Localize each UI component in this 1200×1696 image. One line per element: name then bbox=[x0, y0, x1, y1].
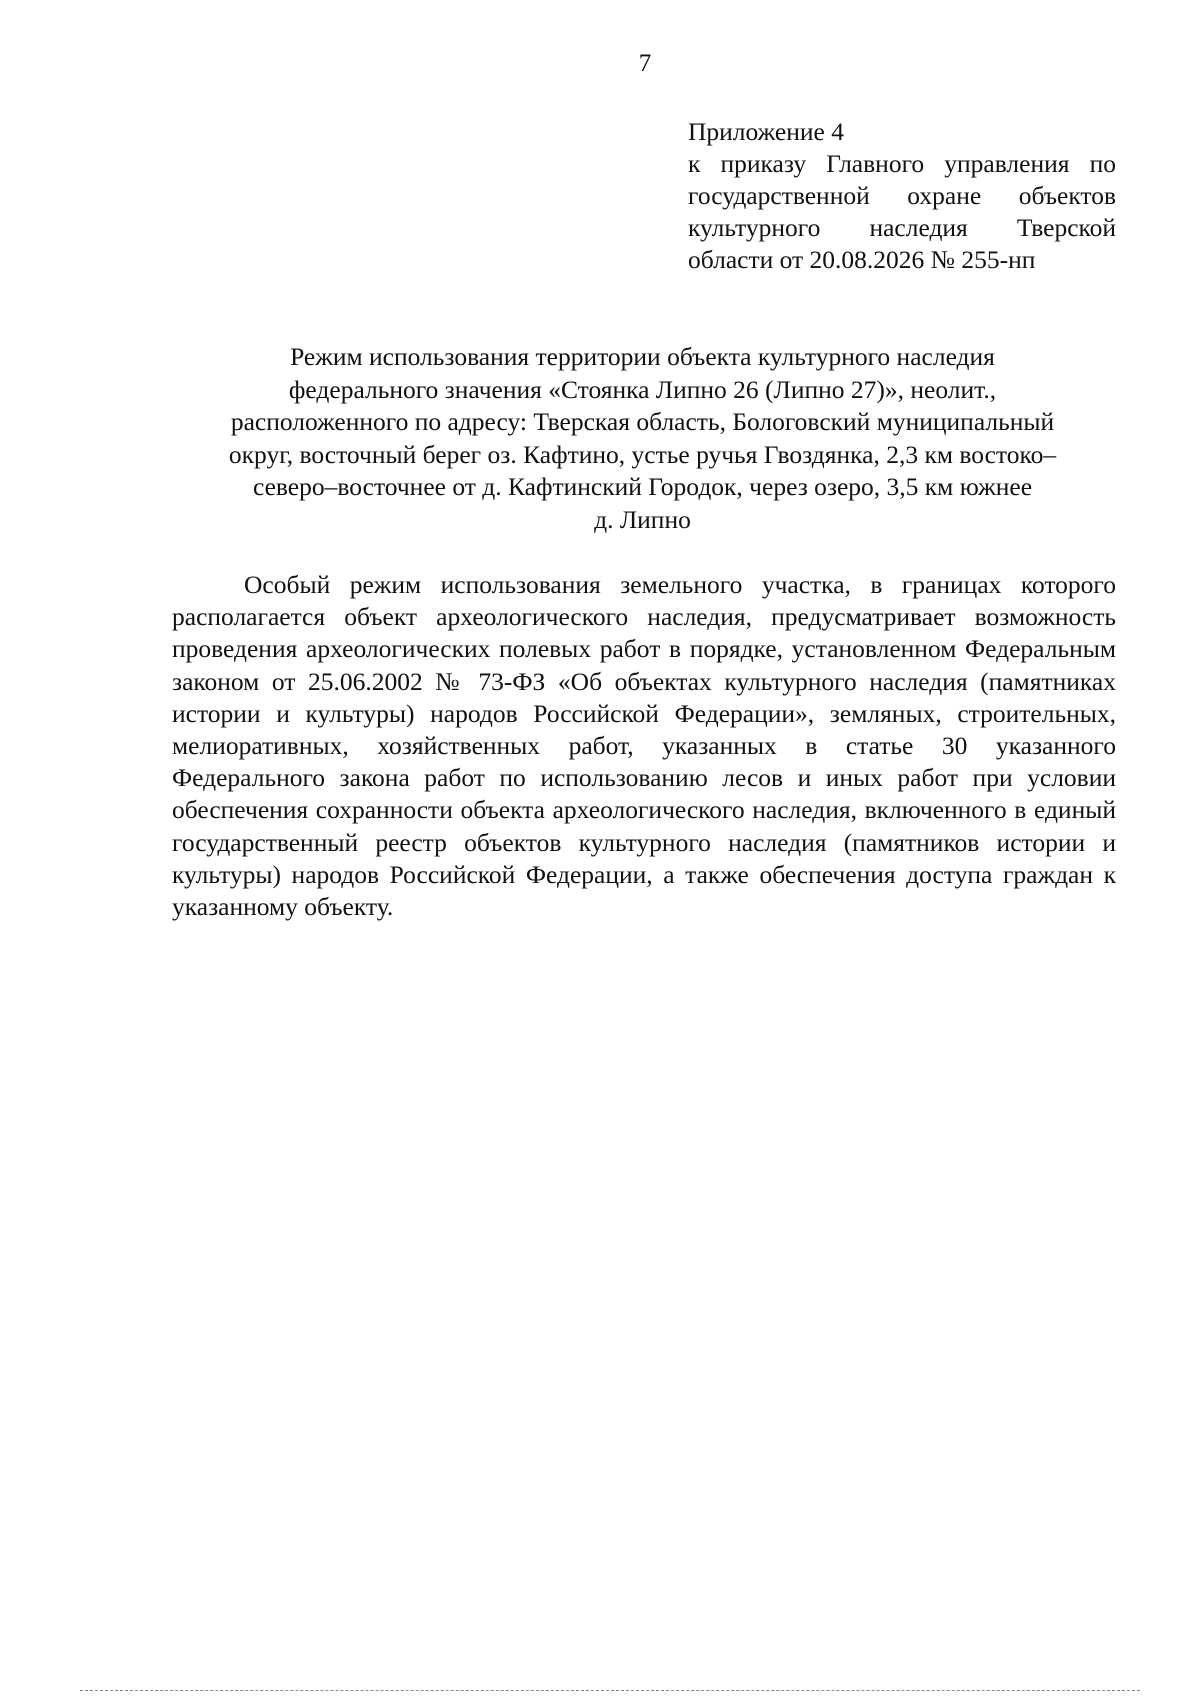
appendix-header bbox=[688, 116, 1116, 276]
document-title bbox=[170, 341, 1115, 536]
title-line: расположенного по адресу: Тверская область, Бологовский муниципальный bbox=[230, 407, 1055, 436]
title-line: округ, восточный берег оз. Кафтино, устье ручья Гвоздянка, 2,3 км востоко– bbox=[228, 439, 1057, 469]
body-paragraph: Особый режим использования земельного участка, в границах которого располагается объект археологического наследия, предусматривает возможность проведения археологических полевых работ в порядке, установленном Федеральным законом от 25.06.2002 № 73-ФЗ «Об объектах культурного наследия (памятниках истории и культуры) народов Российской Федерации», земляных, строительных, мелиоративных, хозяйственных работ, указанных в статье 30 указанного Федерального закона работ по использованию лесов и иных работ при условии обеспечения сохранности объекта археологического наследия, включенного в единый государственный реестр объектов культурного наследия (памятников истории и культуры) народов Российской Федерации, а также обеспечения доступа граждан к указанному объекту. bbox=[172, 570, 1116, 922]
scan-edge-line bbox=[80, 1690, 1140, 1691]
title-line: северо–восточнее от д. Кафтинский Городок, через озеро, 3,5 км южнее bbox=[252, 472, 1033, 501]
page-number: 7 bbox=[638, 50, 652, 77]
appendix-reference: к приказу Главного управления по государственной охране объектов культурного наследия Тверской области от 20.08.2026 № 255-нп bbox=[688, 149, 1116, 274]
appendix-label: Приложение 4 bbox=[688, 117, 844, 146]
title-line: д. Липно bbox=[594, 504, 691, 534]
title-line: Режим использования территории объекта культурного наследия bbox=[290, 342, 995, 371]
title-line: федерального значения «Стоянка Липно 26 (Липно 27)», неолит., bbox=[288, 374, 997, 404]
